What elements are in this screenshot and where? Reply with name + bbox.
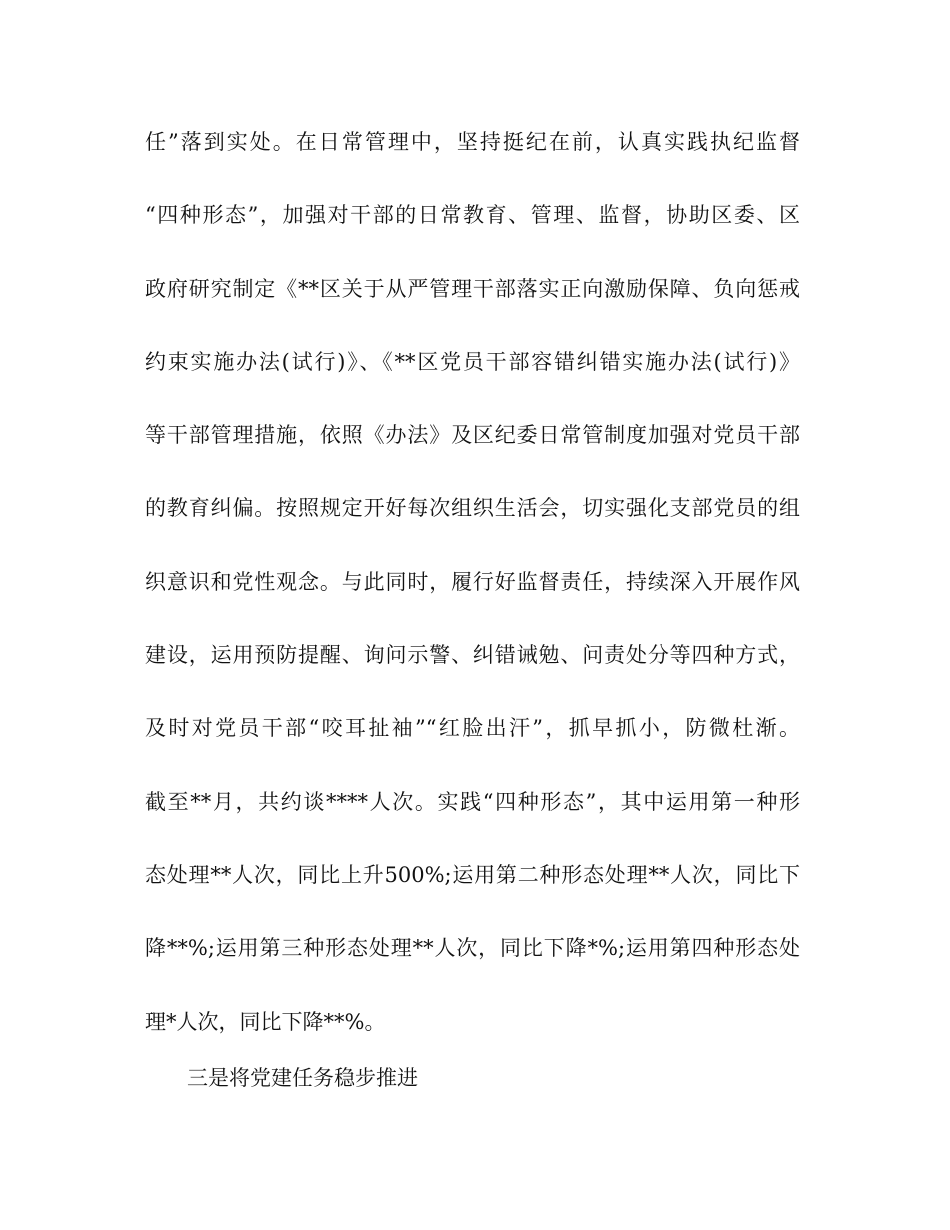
paragraph-line: 截至**月，共约谈****人次。实践“四种形态”，其中运用第一种形 <box>145 789 800 814</box>
paragraph-line: 政府研究制定《**区关于从严管理干部落实正向激励保障、负向惩戒 <box>145 276 800 301</box>
paragraph <box>145 122 805 1075</box>
paragraph-line: 降**%;运用第三种形态处理**人次，同比下降*%;运用第四种形态处 <box>145 936 800 961</box>
paragraph-line: 建设，运用预防提醒、询问示警、纠错诫勉、问责处分等四种方式， <box>145 643 800 668</box>
paragraph-line: “四种形态”，加强对干部的日常教育、管理、监督，协助区委、区 <box>145 203 800 228</box>
paragraph-line: 理*人次，同比下降**%。 <box>145 1009 386 1034</box>
paragraph-line: 织意识和党性观念。与此同时，履行好监督责任，持续深入开展作风 <box>145 569 800 594</box>
paragraph-line: 任”落到实处。在日常管理中，坚持挺纪在前，认真实践执纪监督 <box>145 130 800 154</box>
section-heading: 三是将党建任务稳步推进 <box>187 1066 418 1090</box>
paragraph-line: 的教育纠偏。按照规定开好每次组织生活会，切实强化支部党员的组 <box>145 496 800 521</box>
paragraph-line: 及时对党员干部“咬耳扯袖”“红脸出汗”，抓早抓小，防微杜渐。 <box>145 716 800 741</box>
paragraph-line: 等干部管理措施，依照《办法》及区纪委日常管制度加强对党员干部 <box>145 423 800 448</box>
paragraph-line: 约束实施办法(试行)》、《**区党员干部容错纠错实施办法(试行)》 <box>145 349 800 374</box>
paragraph-line: 态处理**人次，同比上升500%;运用第二种形态处理**人次，同比下 <box>145 862 800 887</box>
